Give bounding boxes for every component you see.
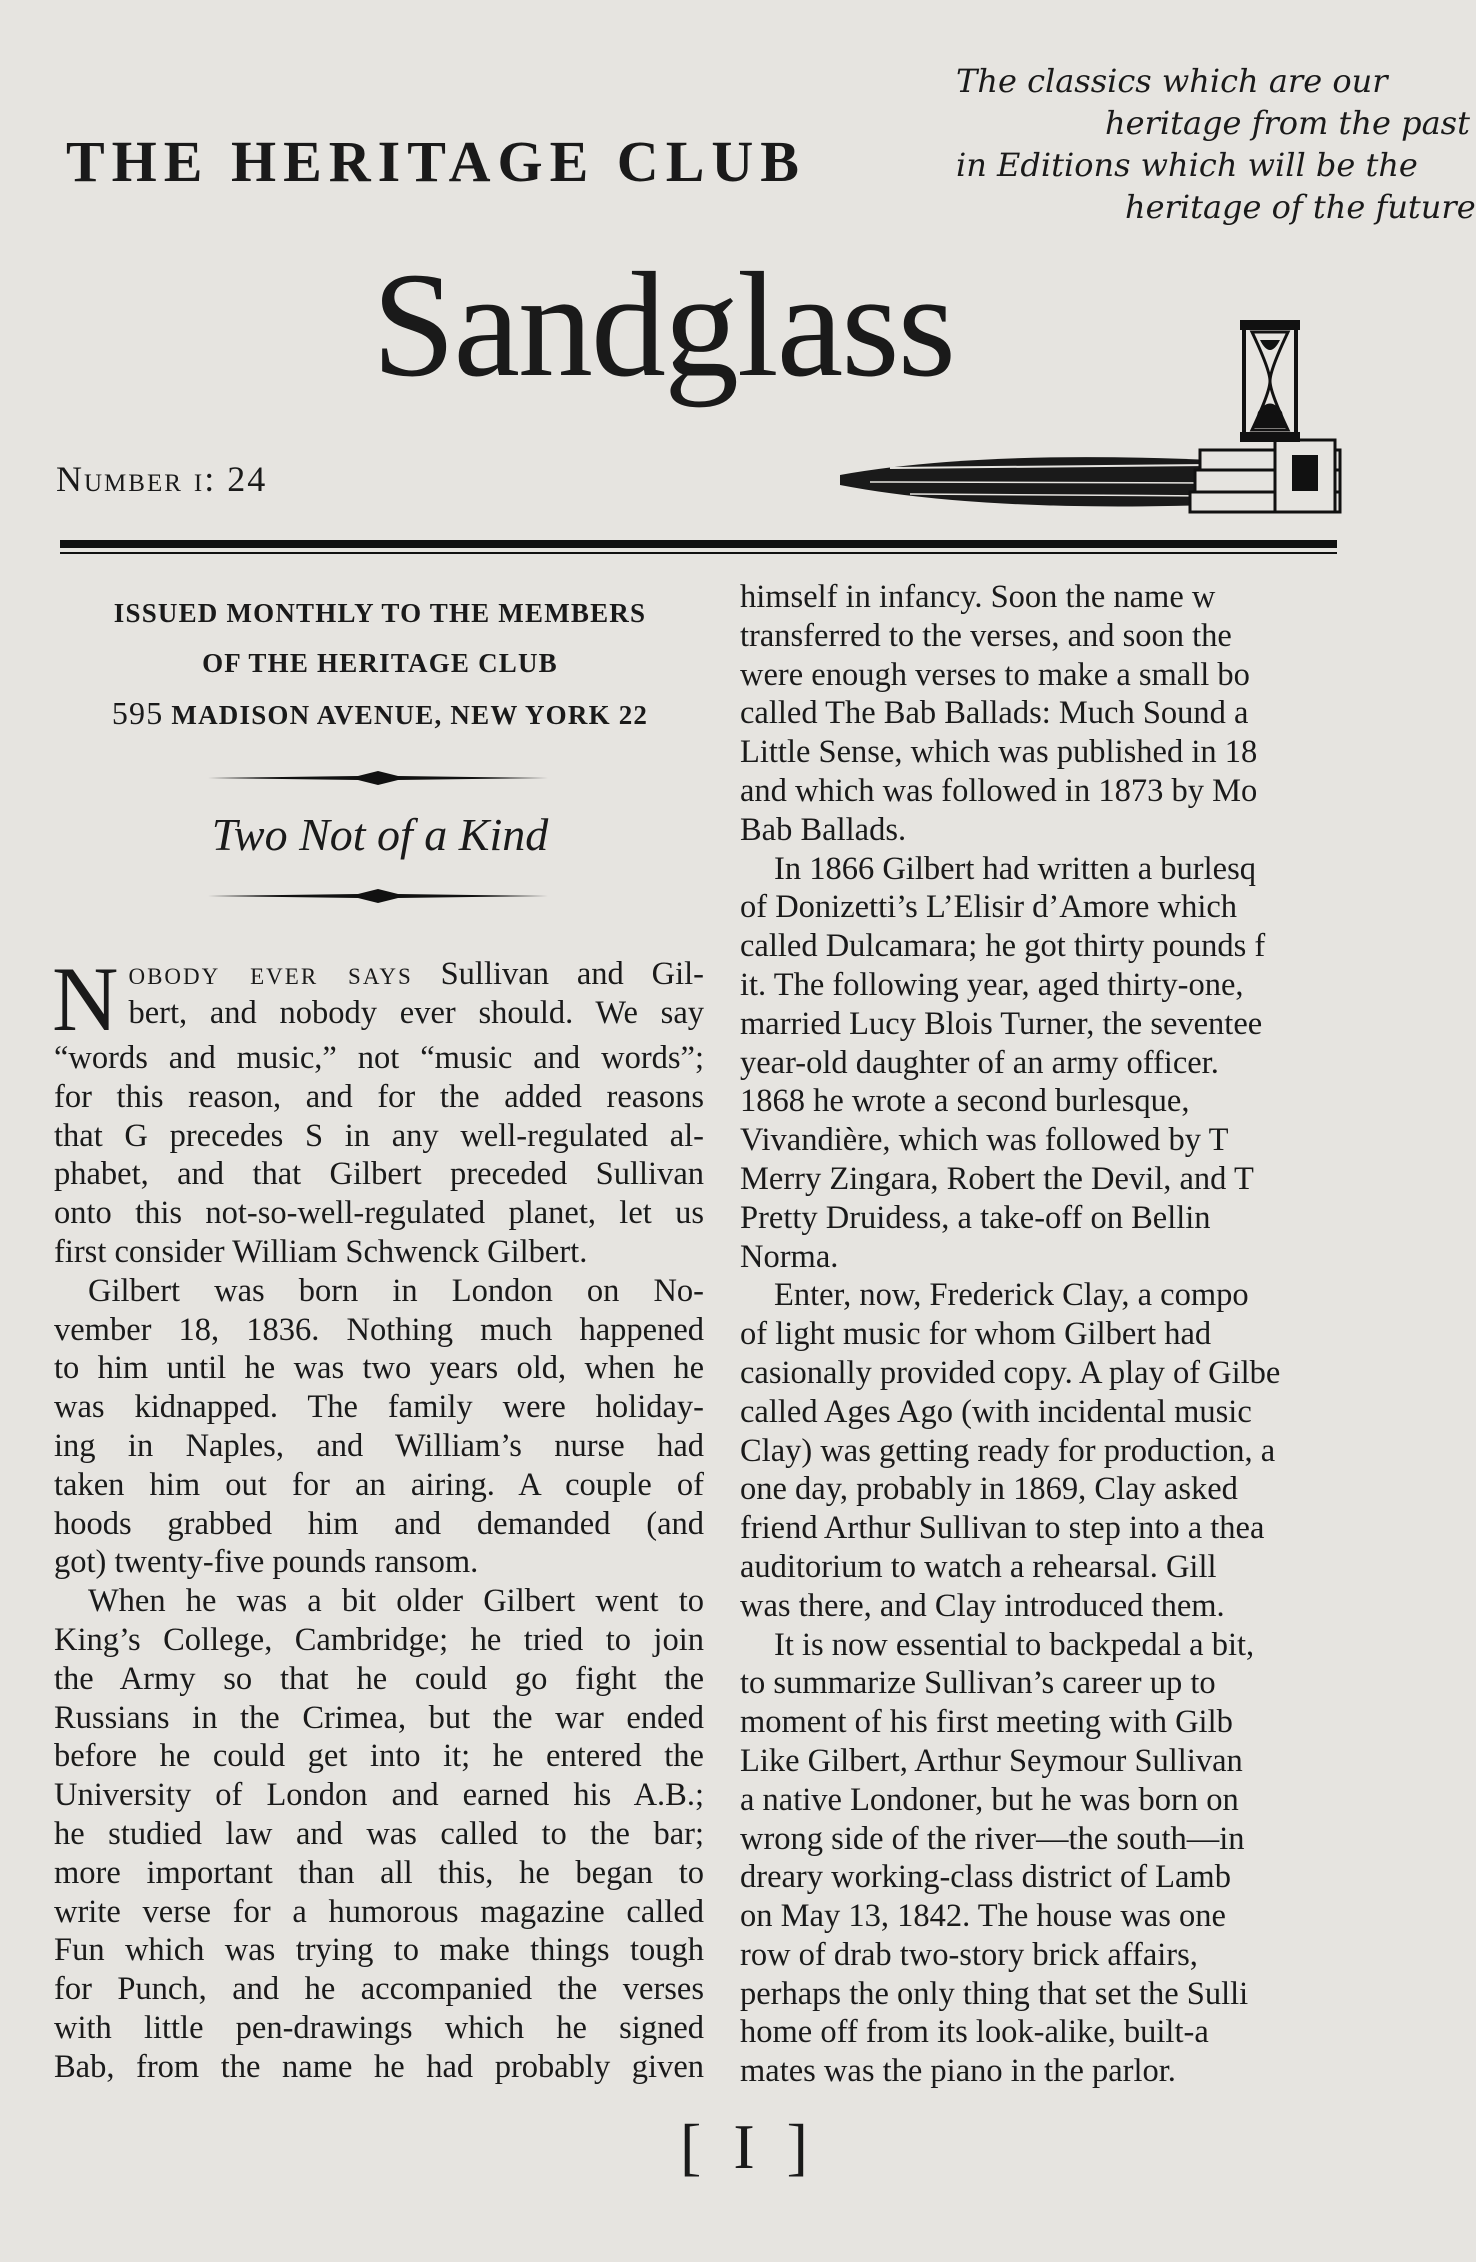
- text-line: wrong side of the river—the south—in: [740, 1820, 1245, 1857]
- opening-smallcaps: obody ever says: [128, 956, 413, 992]
- text-line: for Punch, and he accompanied the verses: [54, 1971, 704, 2008]
- text-line: married Lucy Blois Turner, the seventee: [740, 1005, 1263, 1042]
- address-number: 595: [111, 695, 164, 731]
- text-line: Norma.: [740, 1238, 839, 1275]
- text-line: Russians in the Crimea, but the war ended: [54, 1699, 704, 1736]
- address-street: MADISON AVENUE, NEW YORK 22: [171, 700, 649, 730]
- issued-line: OF THE HERITAGE CLUB: [202, 648, 558, 678]
- text-fragment: Sullivan and Gil-: [412, 956, 704, 992]
- text-line: and which was followed in 1873 by Mo: [740, 772, 1258, 809]
- ornamental-rule: [208, 888, 548, 904]
- text-line: ing in Naples, and William’s nurse had: [54, 1427, 704, 1464]
- text-line: “words and music,” not “music and words”;: [54, 1040, 704, 1076]
- right-column: [740, 578, 1340, 2091]
- text-line: phabet, and that Gilbert preceded Sullivan: [54, 1156, 704, 1193]
- text-line: Clay) was getting ready for production, a: [740, 1432, 1276, 1469]
- text-line: were enough verses to make a small bo: [740, 656, 1250, 693]
- text-line: Like Gilbert, Arthur Seymour Sullivan: [740, 1742, 1243, 1779]
- motto-line: heritage from the past: [1105, 104, 1470, 142]
- publication-title: Sandglass: [372, 242, 954, 408]
- text-line: Enter, now, Frederick Clay, a compo: [774, 1277, 1249, 1314]
- page-number: [ I ]: [680, 2111, 816, 2182]
- text-line: year-old daughter of an army officer.: [740, 1044, 1219, 1081]
- motto-line: heritage of the future: [1125, 188, 1476, 226]
- masthead-rule: [60, 540, 1337, 548]
- text-line: got) twenty-five pounds ransom.: [54, 1544, 479, 1581]
- text-line: perhaps the only thing that set the Sulli: [740, 1975, 1249, 2012]
- masthead-rule-thin: [60, 552, 1337, 554]
- text-line: hoods grabbed him and demanded (and: [54, 1505, 704, 1542]
- text-line: When he was a bit older Gilbert went to: [88, 1583, 704, 1620]
- text-line: with little pen-drawings which he signed: [54, 2009, 704, 2046]
- text-line: Vivandière, which was followed by T: [740, 1122, 1229, 1159]
- text-line: bert, and nobody ever should. We say: [128, 994, 704, 1031]
- text-line: one day, probably in 1869, Clay asked: [740, 1471, 1238, 1508]
- text-line: taken him out for an airing. A couple of: [54, 1466, 704, 1503]
- text-line: friend Arthur Sullivan to step into a thea: [740, 1510, 1265, 1547]
- motto-script: [950, 60, 1476, 228]
- text-line: write verse for a humorous magazine called: [54, 1893, 704, 1930]
- ornamental-rule: [208, 770, 548, 786]
- text-line: Fun which was trying to make things tough: [54, 1932, 704, 1969]
- hourglass-illustration: [830, 300, 1337, 530]
- left-column: [52, 948, 704, 2087]
- text-line: onto this not-so-well-regulated planet, let us: [54, 1195, 704, 1232]
- text-line: University of London and earned his A.B.;: [54, 1777, 704, 1814]
- text-line: more important than all this, he began to: [54, 1854, 704, 1891]
- issue-number: Number i: 24: [56, 459, 268, 499]
- text-line: before he could get into it; he entered the: [54, 1738, 704, 1775]
- text-line: dreary working-class district of Lamb: [740, 1859, 1231, 1896]
- text-line: mates was the piano in the parlor.: [740, 2053, 1176, 2090]
- text-line: moment of his first meeting with Gilb: [740, 1704, 1233, 1741]
- text-line: on May 13, 1842. The house was one: [740, 1898, 1226, 1935]
- text-line: it. The following year, aged thirty-one,: [740, 966, 1244, 1003]
- text-line: In 1866 Gilbert had written a burlesq: [774, 850, 1256, 887]
- text-line: the Army so that he could go fight the: [54, 1660, 704, 1697]
- text-line: of Donizetti’s L’Elisir d’Amore which: [740, 889, 1238, 926]
- article-title: Two Not of a Kind: [211, 809, 549, 860]
- text-line: row of drab two-story brick affairs,: [740, 1936, 1198, 1973]
- motto-line: in Editions which will be the: [956, 146, 1418, 184]
- text-line: Gilbert was born in London on No-: [88, 1272, 704, 1309]
- address-line: [60, 688, 700, 740]
- text-line: he studied law and was called to the bar;: [54, 1815, 704, 1852]
- text-line: Bab, from the name he had probably given: [54, 2048, 704, 2085]
- text-line: It is now essential to backpedal a bit,: [774, 1626, 1255, 1663]
- text-line: was kidnapped. The family were holiday-: [54, 1389, 704, 1426]
- text-line: [54, 955, 704, 994]
- text-line: transferred to the verses, and soon the: [740, 617, 1232, 654]
- text-line: 1868 he wrote a second burlesque,: [740, 1083, 1190, 1120]
- text-line: King’s College, Cambridge; he tried to join: [54, 1621, 704, 1658]
- text-line: for this reason, and for the added reasons: [54, 1078, 704, 1115]
- text-line: himself in infancy. Soon the name w: [740, 579, 1216, 615]
- club-title: THE HERITAGE CLUB: [66, 129, 806, 194]
- text-line: of light music for whom Gilbert had: [740, 1316, 1212, 1353]
- text-line: auditorium to watch a rehearsal. Gill: [740, 1548, 1217, 1585]
- text-line: called Dulcamara; he got thirty pounds f: [740, 928, 1266, 965]
- text-line: that G precedes S in any well-regulated al-: [54, 1117, 704, 1154]
- text-line: to him until he was two years old, when he: [54, 1350, 704, 1387]
- issued-block: [60, 588, 700, 740]
- issued-line: ISSUED MONTHLY TO THE MEMBERS: [113, 598, 647, 628]
- text-line: a native Londoner, but he was born on: [740, 1781, 1239, 1818]
- text-line: Little Sense, which was published in 18: [740, 734, 1258, 771]
- motto-line: The classics which are our: [956, 62, 1388, 100]
- text-line: vember 18, 1836. Nothing much happened: [54, 1311, 704, 1348]
- text-line: Pretty Druidess, a take-off on Bellin: [740, 1199, 1211, 1236]
- text-line: first consider William Schwenck Gilbert.: [54, 1233, 588, 1270]
- text-line: home off from its look-alike, built-a: [740, 2014, 1209, 2051]
- text-line: called Ages Ago (with incidental music: [740, 1393, 1252, 1430]
- text-line: Merry Zingara, Robert the Devil, and T: [740, 1160, 1254, 1197]
- text-line: to summarize Sullivan’s career up to: [740, 1665, 1216, 1702]
- text-line: Bab Ballads.: [740, 811, 907, 848]
- text-line: called The Bab Ballads: Much Sound a: [740, 695, 1249, 732]
- text-line: casionally provided copy. A play of Gilbe: [740, 1354, 1281, 1391]
- drop-cap: N: [52, 948, 119, 1050]
- text-line: was there, and Clay introduced them.: [740, 1587, 1225, 1624]
